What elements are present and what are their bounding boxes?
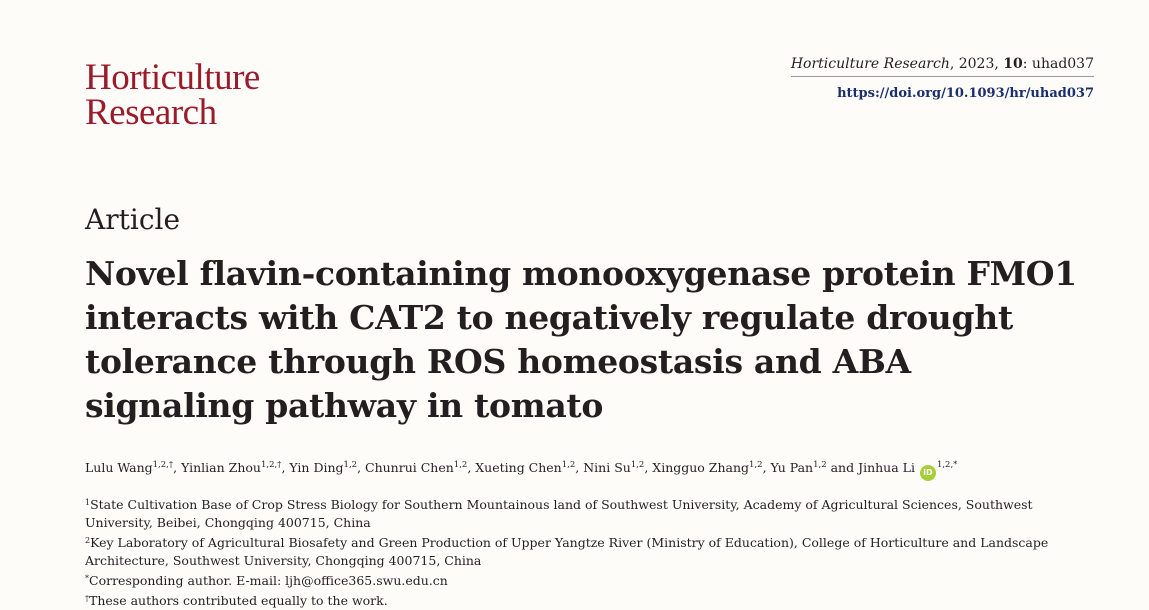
author-6[interactable]: Nini Su$^{1,2}$ [583,460,645,475]
equal-contribution-note: †These authors contributed equally to the work. [85,593,388,608]
author-1[interactable]: Lulu Wang$^{1,2,\dagger}$ [85,460,174,475]
citation-volume: 10 [1003,56,1023,72]
journal-name: Horticulture Research [790,56,950,72]
corresponding-author: *Corresponding author. E-mail: ljh@office365.swu.edu.cn [85,573,448,588]
author-3[interactable]: Yin Ding$^{1,2}$ [289,460,358,475]
citation-year: , 2023, [949,56,1004,72]
author-2[interactable]: Yinlian Zhou$^{1,2,\dagger}$ [181,460,282,475]
author-4[interactable]: Chunrui Chen$^{1,2}$ [365,460,468,475]
logo-line-2: Research [85,92,217,133]
affiliation-1: $^1$State Cultivation Base of Crop Stress Biology for Southern Mountainous land of Southwest University, Academy of Agricultural Sciences, Southwest University, Beibei, Chongqing 400715, China [85,497,1033,530]
citation-line [791,56,1094,77]
author-list: Lulu Wang$^{1,2,\dagger}$, Yinlian Zhou$^{1,2,\dagger}$, Yin Ding$^{1,2}$, Chunrui Chen$^{1,2}$, Xueting Chen$^{1,2}$, Nini Su$^{1,2}$, Xingguo Zhang$^{1,2}$, Yu Pan$^{1,2}$ and Jinhua Li $iD^{1,2,*}$ [85,460,957,481]
article-type: Article [85,203,181,236]
logo-line-1: Horticulture [85,57,260,98]
doi-link[interactable]: https://doi.org/10.1093/hr/uhad037 [837,86,1094,101]
article-title: Novel flavin-containing monooxygenase protein FMO1 interacts with CAT2 to negatively regulate drought tolerance through ROS homeostasis and ABA signaling pathway in tomato [85,254,1077,425]
author-8[interactable]: Yu Pan$^{1,2}$ [770,460,827,475]
author-5[interactable]: Xueting Chen$^{1,2}$ [475,460,576,475]
citation-article-id: : uhad037 [1022,56,1094,72]
author-7[interactable]: Xingguo Zhang$^{1,2}$ [652,460,763,475]
orcid-icon[interactable]: iD [920,465,936,481]
author-9[interactable]: Jinhua Li $iD^{1,2,*}$ [858,460,957,475]
journal-logo [85,57,260,133]
affiliation-2: $^2$Key Laboratory of Agricultural Biosafety and Green Production of Upper Yangtze River (Ministry of Education), College of Horticulture and Landscape Architecture, Southwest University, Chongqing 400715, China [85,535,1049,568]
affiliations [85,494,1095,610]
